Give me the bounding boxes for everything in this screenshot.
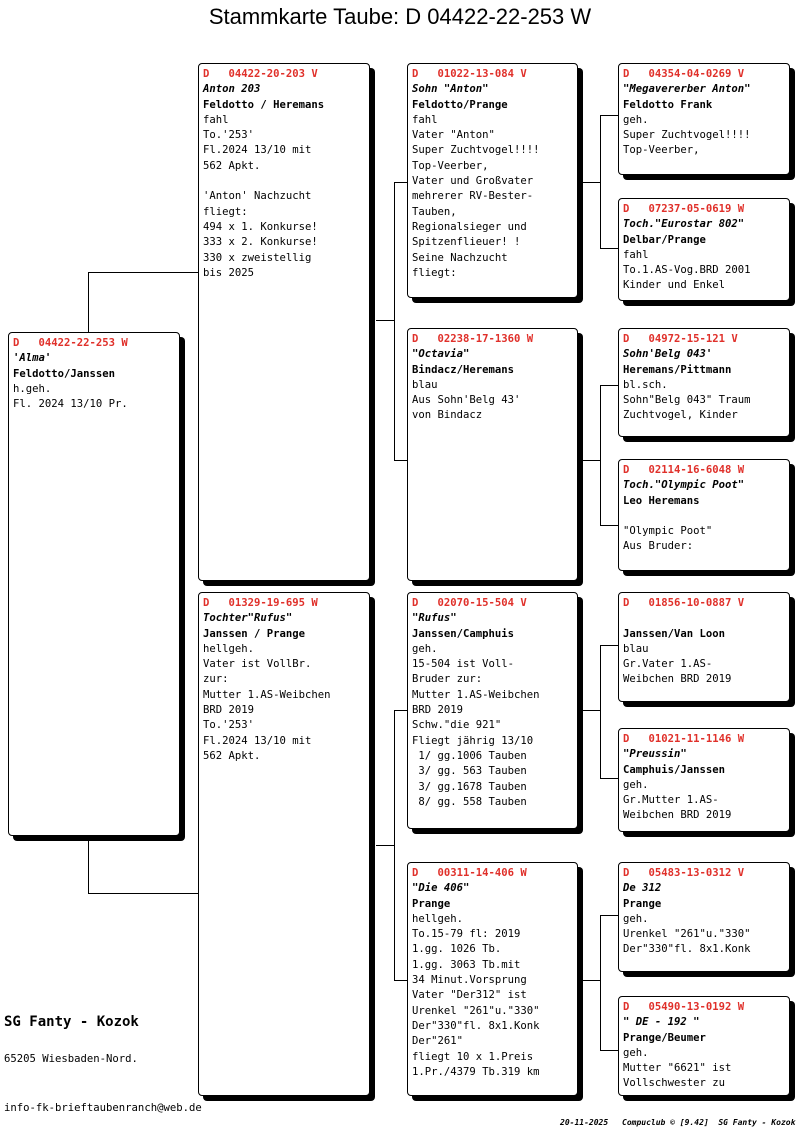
info-line: blau [623, 642, 649, 655]
info-line: 330 x zweistellig [203, 251, 312, 264]
info-line: Super Zuchtvogel!!!! [412, 144, 540, 157]
connector-line [600, 1050, 620, 1051]
info-line: Weibchen BRD 2019 [623, 673, 732, 686]
ring-number: D 04972-15-121 V [623, 333, 738, 345]
info-line: 1.gg. 1026 Tb. [412, 943, 502, 956]
pigeon-name: Toch."Olympic Poot" [623, 479, 745, 492]
connector-line [600, 115, 620, 116]
pigeon-name: Sohn "Anton" [412, 83, 489, 96]
connector-line [88, 272, 200, 273]
info-line: fahl [412, 113, 438, 126]
connector-line [600, 778, 620, 779]
connector-line [600, 525, 620, 526]
connector-line [394, 710, 395, 980]
connector-line [600, 115, 601, 248]
info-line: BRD 2019 [203, 704, 255, 717]
info-line: BRD 2019 [412, 704, 464, 717]
ring-number: D 05483-13-0312 V [623, 867, 745, 879]
info-line: h.geh. [13, 382, 52, 395]
info-line: hellgeh. [203, 642, 255, 655]
connector-line [394, 710, 408, 711]
pigeon-name: De 312 [623, 882, 662, 895]
info-line: Gr.Vater 1.AS- [623, 658, 713, 671]
pigeon-card-mother[interactable] [198, 592, 370, 1096]
info-line: Gr.Mutter 1.AS- [623, 794, 719, 807]
ring-number: D 01022-13-084 V [412, 68, 527, 80]
pigeon-name: Toch."Eurostar 802" [623, 218, 745, 231]
software-credit: Compuclub © [9.42] SG Fanty - Kozok [622, 1118, 796, 1127]
info-line: fahl [203, 113, 229, 126]
pigeon-card-father[interactable] [198, 63, 370, 581]
info-line: Vollschwester zu [623, 1077, 726, 1090]
pigeon-name: " DE - 192 " [623, 1016, 700, 1029]
breeder-name: Janssen / Prange [203, 627, 306, 640]
breeder-name: Camphuis/Janssen [623, 763, 726, 776]
info-line: geh. [412, 642, 438, 655]
info-line: 562 Apkt. [203, 159, 261, 172]
connector-line [88, 838, 89, 893]
pigeon-name: "Rufus" [412, 612, 457, 625]
connector-line [394, 182, 395, 460]
info-line: Super Zuchtvogel!!!! [623, 129, 751, 142]
info-line: To.'253' [203, 129, 255, 142]
info-line: 562 Apkt. [203, 749, 261, 762]
info-line: 8/ gg. 558 Tauben [412, 795, 527, 808]
owner-email[interactable]: info-fk-brieftaubenranch@web.de [4, 1102, 202, 1114]
pigeon-name: "Preussin" [623, 748, 687, 761]
info-line: Vater ist VollBr. [203, 658, 312, 671]
info-line: 1/ gg.1006 Tauben [412, 749, 527, 762]
ring-number: D 02238-17-1360 W [412, 333, 534, 345]
connector-line [394, 980, 408, 981]
pigeon-card-mff[interactable] [618, 592, 790, 702]
info-line: geh. [623, 1046, 649, 1059]
pigeon-name: Anton 203 [203, 83, 261, 96]
breeder-name: Prange [412, 897, 451, 910]
breeder-name: Feldotto / Heremans [203, 98, 325, 111]
breeder-name: Prange [623, 897, 662, 910]
breeder-name: Delbar/Prange [623, 233, 706, 246]
connector-line [88, 272, 89, 334]
breeder-name: Heremans/Pittmann [623, 363, 732, 376]
info-line: 15-504 ist Voll- [412, 658, 515, 671]
info-line: Sohn"Belg 043" Traum [623, 394, 751, 407]
info-line: Weibchen BRD 2019 [623, 809, 732, 822]
info-line: geh. [623, 113, 649, 126]
connector-line [88, 893, 200, 894]
breeder-name: Feldotto/Prange [412, 98, 508, 111]
pigeon-card-mmm[interactable] [618, 996, 790, 1096]
info-line: Spitzenflieuer! ! [412, 236, 521, 249]
info-line [203, 174, 365, 189]
connector-line [600, 385, 601, 525]
pigeon-card-mother-father[interactable] [407, 592, 578, 829]
info-line: Fl.2024 13/10 mit [203, 144, 312, 157]
breeder-name: Janssen/Camphuis [412, 627, 515, 640]
pigeon-card-mother-mother[interactable] [407, 862, 578, 1096]
info-line: hellgeh. [412, 912, 464, 925]
info-line: Mutter 1.AS-Weibchen [412, 688, 540, 701]
owner-address: 65205 Wiesbaden-Nord. [4, 1053, 138, 1065]
connector-line [600, 915, 620, 916]
info-line: zur: [203, 673, 229, 686]
breeder-name: Janssen/Van Loon [623, 627, 726, 640]
ring-number: D 00311-14-406 W [412, 867, 527, 879]
info-line: Vater und Großvater [412, 175, 534, 188]
info-line: To.1.AS-Vog.BRD 2001 [623, 264, 751, 277]
info-line: 34 Minut.Vorsprung [412, 974, 527, 987]
info-line: Top-Veerber, [623, 144, 700, 157]
info-line: Fliegt jährig 13/10 [412, 734, 534, 747]
info-line: Vater "Anton" [412, 129, 495, 142]
ring-number: D 01329-19-695 W [203, 597, 318, 609]
breeder-name: Feldotto/Janssen [13, 367, 116, 380]
connector-line [394, 182, 408, 183]
pigeon-card-mmf[interactable] [618, 862, 790, 972]
breeder-name: Feldotto Frank [623, 98, 713, 111]
connector-line [600, 645, 620, 646]
info-line: 333 x 2. Konkurse! [203, 236, 318, 249]
info-line: fliegt: [203, 205, 248, 218]
info-line: bis 2025 [203, 266, 255, 279]
info-line: fliegt: [412, 266, 457, 279]
connector-line [580, 460, 600, 461]
pigeon-card-ffm[interactable] [618, 198, 790, 301]
connector-line [376, 845, 394, 846]
info-line: Aus Sohn'Belg 43' [412, 394, 521, 407]
pigeon-name: Tochter"Rufus" [203, 612, 293, 625]
info-line: Tauben, [412, 205, 457, 218]
info-line: Der"261" [412, 1035, 464, 1048]
info-line: Seine Nachzucht [412, 251, 508, 264]
info-line: blau [412, 378, 438, 391]
info-line: geh. [623, 778, 649, 791]
info-line: 3/ gg.1678 Tauben [412, 780, 527, 793]
connector-line [376, 320, 394, 321]
info-line: To.15-79 fl: 2019 [412, 928, 521, 941]
connector-line [600, 385, 620, 386]
info-line: Fl.2024 13/10 mit [203, 734, 312, 747]
info-line: Fl. 2024 13/10 Pr. [13, 398, 128, 411]
info-line: bl.sch. [623, 378, 668, 391]
info-line: mehrerer RV-Bester- [412, 190, 534, 203]
info-line [623, 509, 785, 524]
breeder-name: Prange/Beumer [623, 1031, 706, 1044]
pigeon-card-main[interactable] [8, 332, 180, 836]
info-line: 'Anton' Nachzucht [203, 190, 312, 203]
connector-line [580, 980, 600, 981]
breeder-name: Bindacz/Heremans [412, 363, 515, 376]
info-line: Mutter 1.AS-Weibchen [203, 688, 331, 701]
connector-line [600, 915, 601, 1050]
info-line: 1.Pr./4379 Tb.319 km [412, 1065, 540, 1078]
pigeon-name: "Octavia" [412, 348, 470, 361]
pigeon-card-father-father[interactable] [407, 63, 578, 298]
ring-number: D 04354-04-0269 V [623, 68, 745, 80]
ring-number: D 02114-16-6048 W [623, 464, 745, 476]
info-line: Aus Bruder: [623, 540, 694, 553]
connector-line [600, 248, 620, 249]
connector-line [580, 710, 600, 711]
ring-number: D 04422-20-203 V [203, 68, 318, 80]
info-line: Kinder und Enkel [623, 279, 726, 292]
info-line: 494 x 1. Konkurse! [203, 220, 318, 233]
info-line: fahl [623, 248, 649, 261]
info-line: Vater "Der312" ist [412, 989, 527, 1002]
info-line: fliegt 10 x 1.Preis [412, 1050, 534, 1063]
info-line: von Bindacz [412, 409, 483, 422]
ring-number: D 04422-22-253 W [13, 337, 128, 349]
page-title: Stammkarte Taube: D 04422-22-253 W [208, 4, 592, 29]
pigeon-card-father-mother[interactable] [407, 328, 578, 581]
pigeon-name: "Megavererber Anton" [623, 83, 751, 96]
pigeon-name: Sohn'Belg 043' [623, 348, 713, 361]
ring-number: D 01856-10-0887 V [623, 597, 745, 609]
pigeon-card-fmm[interactable] [618, 459, 790, 571]
info-line: Regionalsieger und [412, 220, 527, 233]
connector-line [580, 182, 600, 183]
info-line: 3/ gg. 563 Tauben [412, 765, 527, 778]
pigeon-card-fmf[interactable] [618, 328, 790, 437]
ring-number: D 07237-05-0619 W [623, 203, 745, 215]
pigeon-name: 'Alma' [13, 352, 52, 365]
ring-number: D 01021-11-1146 W [623, 733, 745, 745]
info-line: geh. [623, 912, 649, 925]
info-line: Mutter "6621" ist [623, 1062, 732, 1075]
info-line: Zuchtvogel, Kinder [623, 409, 738, 422]
info-line: Urenkel "261"u."330" [623, 928, 751, 941]
print-date: 20-11-2025 [560, 1118, 609, 1127]
breeder-name: Leo Heremans [623, 494, 700, 507]
pigeon-card-mfm[interactable] [618, 728, 790, 832]
connector-line [394, 460, 408, 461]
info-line: Top-Veerber, [412, 159, 489, 172]
info-line: "Olympic Poot" [623, 525, 713, 538]
pigeon-name [623, 611, 785, 626]
ring-number: D 02070-15-504 V [412, 597, 527, 609]
info-line: Der"330"fl. 8x1.Konk [623, 943, 751, 956]
info-line: Urenkel "261"u."330" [412, 1004, 540, 1017]
info-line: To.'253' [203, 719, 255, 732]
ring-number: D 05490-13-0192 W [623, 1001, 745, 1013]
pigeon-card-fff[interactable] [618, 63, 790, 175]
info-line: Bruder zur: [412, 673, 483, 686]
pigeon-name: "Die 406" [412, 882, 470, 895]
connector-line [600, 645, 601, 778]
info-line: Schw."die 921" [412, 719, 502, 732]
info-line: Der"330"fl. 8x1.Konk [412, 1019, 540, 1032]
info-line: 1.gg. 3063 Tb.mit [412, 958, 521, 971]
owner-name: SG Fanty - Kozok [4, 1014, 139, 1030]
